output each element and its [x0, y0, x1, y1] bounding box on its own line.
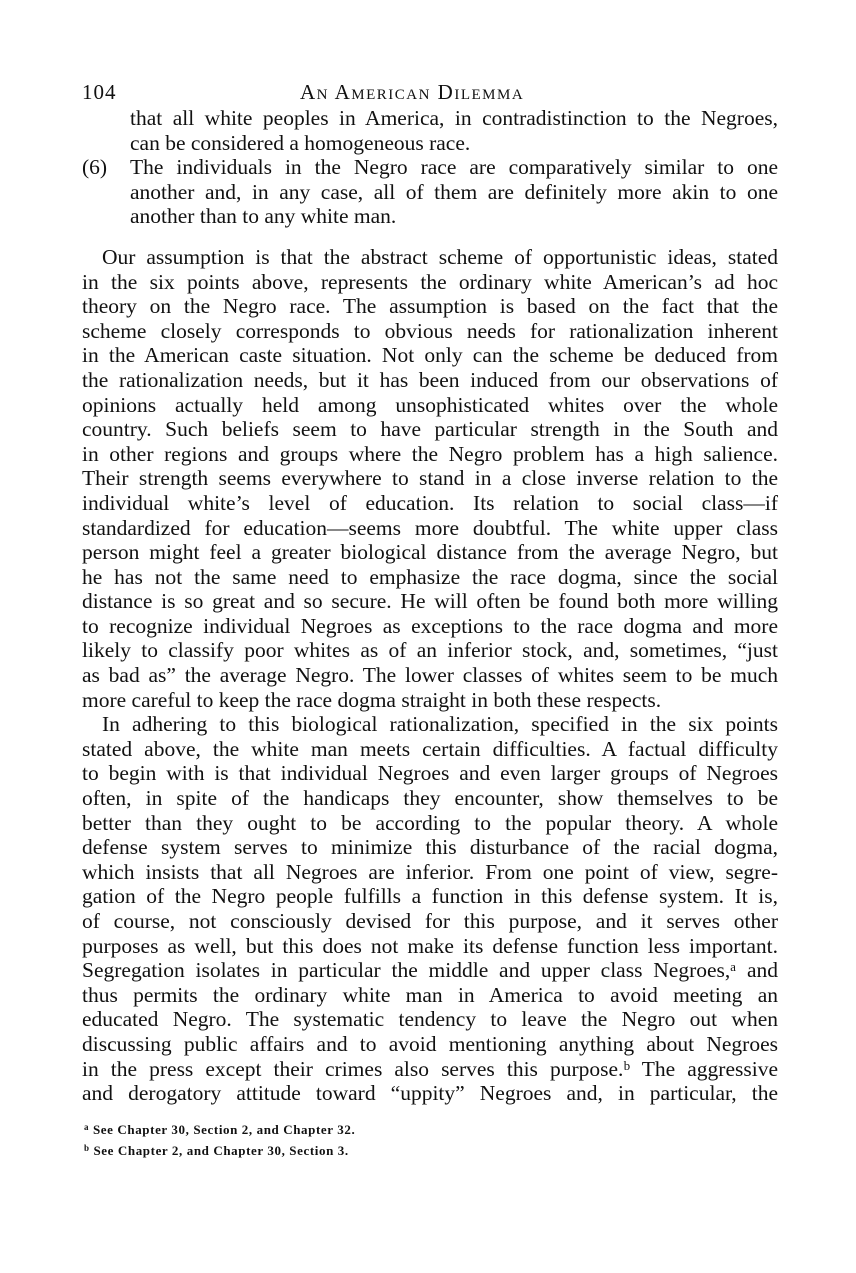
text-line: in other regions and groups where the Negro problem has a high salience.	[82, 441, 778, 466]
paragraph	[82, 245, 778, 712]
text-line: individual white’s level of education. Its relation to social class—if	[82, 490, 778, 515]
text-line: he has not the same need to emphasize the race dogma, since the social	[82, 564, 778, 589]
text-line: and derogatory attitude toward “uppity” Negroes and, in particular, the	[82, 1081, 778, 1106]
text-line: stated above, the white man meets certain difficulties. A factual difficulty	[82, 736, 778, 761]
text-line: opinions actually held among unsophisticated whites over the whole	[82, 392, 778, 417]
text-line: as bad as” the average Negro. The lower classes of whites seem to be much	[82, 663, 778, 688]
text-line: better than they ought to be according to the popular theory. A whole	[82, 810, 778, 835]
text-line: more careful to keep the race dogma straight in both these respects.	[82, 687, 662, 712]
footnote	[84, 1139, 778, 1160]
text-line: theory on the Negro race. The assumption is based on the fact that the	[82, 294, 778, 319]
text-line: gation of the Negro people fulfills a function in this defense system. It is,	[82, 884, 778, 909]
text-line: standardized for education—seems more doubtful. The white upper class	[82, 515, 778, 540]
text-line: in the American caste situation. Not only can the scheme be deduced from	[82, 343, 778, 368]
text-line: can be considered a homogeneous race.	[130, 130, 471, 155]
page-number: 104	[82, 80, 117, 104]
paragraph	[82, 712, 778, 1106]
text-line: The individuals in the Negro race are comparatively similar to one	[130, 155, 778, 180]
footnote-mark: a	[84, 1121, 90, 1132]
text-line: country. Such beliefs seem to have particular strength in the South and	[82, 417, 778, 442]
text-line: which insists that all Negroes are inferior. From one point of view, segre-	[82, 859, 778, 884]
text-line: in the six points above, represents the ordinary white American’s ad hoc	[82, 269, 778, 294]
text-line: In adhering to this biological rationalization, specified in the six points	[102, 712, 778, 737]
text-line: Their strength seems everywhere to stand in a close inverse relation to the	[82, 466, 778, 491]
footnote	[84, 1118, 778, 1139]
text-line: to begin with is that individual Negroes and even larger groups of Negroes	[82, 761, 778, 786]
text-line: Segregation isolates in particular the middle and upper class Negroes,ᵃ and	[82, 958, 778, 983]
footnote-mark: b	[84, 1142, 90, 1153]
text-line: thus permits the ordinary white man in America to avoid meeting an	[82, 982, 778, 1007]
running-head	[82, 76, 778, 106]
text-line: purposes as well, but this does not make its defense function less important.	[82, 933, 778, 958]
text-line: distance is so great and so secure. He will often be found both more willing	[82, 589, 778, 614]
list-item-5-continuation	[82, 106, 778, 155]
text-line: another than to any white man.	[130, 204, 397, 229]
book-page	[82, 76, 778, 1160]
paragraph-gap	[82, 229, 778, 245]
text-line: discussing public affairs and to avoid mentioning anything about Negroes	[82, 1031, 778, 1056]
text-line: defense system serves to minimize this disturbance of the racial dogma,	[82, 835, 778, 860]
list-marker: (6)	[82, 155, 108, 180]
text-line: person might feel a greater biological distance from the average Negro, but	[82, 540, 778, 565]
footnotes	[82, 1118, 778, 1160]
footnote-text: See Chapter 30, Section 2, and Chapter 32.	[92, 1121, 356, 1137]
text-line: educated Negro. The systematic tendency to leave the Negro out when	[82, 1007, 778, 1032]
text-line: likely to classify poor whites as of an inferior stock, and, sometimes, “just	[82, 638, 778, 663]
footnote-text: See Chapter 2, and Chapter 30, Section 3.	[93, 1142, 349, 1158]
text-line: Our assumption is that the abstract scheme of opportunistic ideas, stated	[102, 244, 778, 269]
text-line: in the press except their crimes also serves this purpose.ᵇ The aggressive	[82, 1056, 778, 1081]
text-line: the rationalization needs, but it has been induced from our observations of	[82, 367, 778, 392]
text-line: of course, not consciously devised for this purpose, and it serves other	[82, 909, 778, 933]
text-line: scheme closely corresponds to obvious needs for rationalization inherent	[82, 318, 778, 343]
text-line: that all white peoples in America, in contradistinction to the Negroes,	[130, 106, 778, 130]
text-line: another and, in any case, all of them are definitely more akin to one	[130, 179, 778, 204]
text-line: often, in spite of the handicaps they encounter, show themselves to be	[82, 786, 778, 811]
list-item-6	[82, 155, 778, 229]
text-line: to recognize individual Negroes as exceptions to the race dogma and more	[82, 613, 778, 638]
book-title: An American Dilemma	[300, 80, 525, 104]
